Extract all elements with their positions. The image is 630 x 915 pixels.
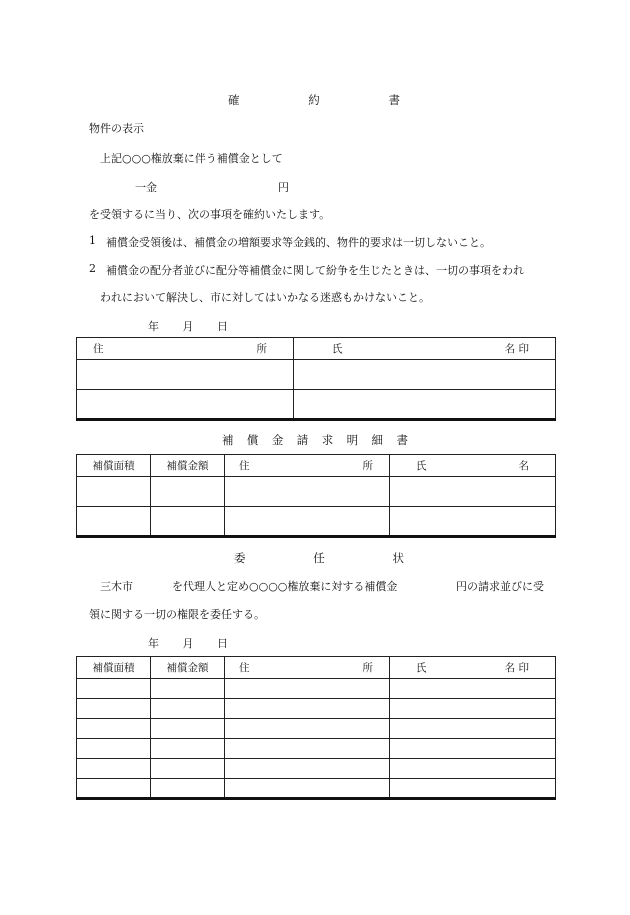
name-cell[interactable] bbox=[390, 779, 556, 799]
amount-cell[interactable] bbox=[151, 679, 225, 699]
address-cell[interactable] bbox=[77, 390, 294, 420]
table-row bbox=[77, 477, 556, 507]
kakuyaku-title-char: 確 bbox=[228, 93, 240, 107]
name-cell[interactable] bbox=[390, 739, 556, 759]
table-row bbox=[77, 739, 556, 759]
table-header-row bbox=[77, 455, 556, 477]
name-cell[interactable] bbox=[390, 477, 556, 507]
ininjo-line2: 領に関する一切の権限を委任する。 bbox=[89, 608, 265, 621]
name-header-char: 氏 bbox=[332, 343, 343, 355]
address-header-char: 住 bbox=[239, 662, 250, 674]
amount-cell[interactable] bbox=[151, 759, 225, 779]
table-row bbox=[77, 719, 556, 739]
address-header-char: 所 bbox=[256, 343, 267, 355]
amount-prefix: 一金 bbox=[135, 181, 157, 194]
date-day: 日 bbox=[217, 637, 228, 650]
area-header: 補償面積 bbox=[77, 657, 151, 679]
name-header bbox=[294, 338, 556, 360]
address-cell[interactable] bbox=[225, 507, 390, 537]
table-header-row bbox=[77, 657, 556, 679]
ininjo-title-char: 状 bbox=[392, 551, 404, 565]
name-cell[interactable] bbox=[294, 360, 556, 390]
name-cell[interactable] bbox=[390, 507, 556, 537]
name-header-char: 氏 bbox=[416, 662, 427, 674]
address-cell[interactable] bbox=[225, 739, 390, 759]
area-header: 補償面積 bbox=[77, 455, 151, 477]
item1-text: 補償金受領後は、補償金の増額要求等金銭的、物件的要求は一切しないこと。 bbox=[106, 236, 491, 249]
name-header-char: 氏 bbox=[416, 460, 427, 472]
area-cell[interactable] bbox=[77, 699, 151, 719]
name-header bbox=[390, 455, 556, 477]
name-cell[interactable] bbox=[390, 719, 556, 739]
meisaisho-table bbox=[76, 454, 556, 538]
table-row bbox=[77, 360, 556, 390]
name-header-seal: 名 印 bbox=[504, 662, 529, 674]
ininjo-line1-end: 円の請求並びに受 bbox=[456, 580, 544, 593]
area-cell[interactable] bbox=[77, 719, 151, 739]
table-row bbox=[77, 779, 556, 799]
area-cell[interactable] bbox=[77, 759, 151, 779]
name-cell[interactable] bbox=[390, 679, 556, 699]
meisaisho-title-char: 補 bbox=[222, 433, 234, 447]
amount-cell[interactable] bbox=[151, 779, 225, 799]
date-month: 月 bbox=[182, 320, 194, 333]
kakuyaku-title-char: 書 bbox=[388, 93, 400, 107]
table-row bbox=[77, 679, 556, 699]
address-header bbox=[225, 657, 390, 679]
amount-cell[interactable] bbox=[151, 507, 225, 537]
kakuyaku-title-char: 約 bbox=[308, 93, 320, 107]
address-header-char: 所 bbox=[362, 662, 373, 674]
area-cell[interactable] bbox=[77, 477, 151, 507]
meisaisho-title-char: 書 bbox=[396, 433, 408, 447]
table-row bbox=[77, 507, 556, 537]
amount-cell[interactable] bbox=[151, 477, 225, 507]
table-row bbox=[77, 759, 556, 779]
kakuyaku-line2: を受領するに当り、次の事項を確約いたします。 bbox=[89, 208, 331, 221]
amount-unit: 円 bbox=[278, 181, 289, 194]
address-header bbox=[77, 338, 294, 360]
address-cell[interactable] bbox=[225, 719, 390, 739]
name-header bbox=[390, 657, 556, 679]
table-row bbox=[77, 390, 556, 420]
name-cell[interactable] bbox=[294, 390, 556, 420]
ininjo-line1-mid: を代理人と定め○○○○権放棄に対する補償金 bbox=[172, 580, 398, 593]
kakuyaku-date bbox=[148, 318, 228, 334]
meisaisho-title-char: 細 bbox=[371, 433, 384, 447]
date-month: 月 bbox=[182, 637, 194, 650]
item2-text: 補償金の配分者並びに配分等補償金に関して紛争を生じたときは、一切の事項をわれ bbox=[106, 264, 524, 277]
name-header-seal: 名 印 bbox=[504, 343, 529, 355]
item1-number: 1 bbox=[89, 234, 96, 247]
kakuyaku-line1: 上記○○○権放棄に伴う補償金として bbox=[100, 152, 283, 165]
meisaisho-title-char: 明 bbox=[346, 433, 359, 447]
ininjo-title bbox=[234, 550, 404, 566]
area-cell[interactable] bbox=[77, 679, 151, 699]
address-cell[interactable] bbox=[225, 679, 390, 699]
address-cell[interactable] bbox=[225, 779, 390, 799]
amount-header: 補償金額 bbox=[151, 455, 225, 477]
property-label: 物件の表示 bbox=[89, 122, 144, 135]
area-cell[interactable] bbox=[77, 739, 151, 759]
date-year: 年 bbox=[148, 320, 159, 333]
address-header bbox=[225, 455, 390, 477]
date-year: 年 bbox=[148, 637, 159, 650]
address-header-char: 所 bbox=[362, 460, 373, 472]
table-row bbox=[77, 699, 556, 719]
address-cell[interactable] bbox=[225, 759, 390, 779]
meisaisho-title bbox=[222, 432, 408, 448]
address-cell[interactable] bbox=[225, 477, 390, 507]
area-cell[interactable] bbox=[77, 779, 151, 799]
meisaisho-title-char: 請 bbox=[296, 433, 309, 447]
meisaisho-title-char: 求 bbox=[321, 433, 334, 447]
table-header-row bbox=[77, 338, 556, 360]
ininjo-date bbox=[148, 635, 228, 651]
amount-cell[interactable] bbox=[151, 699, 225, 719]
meisaisho-title-char: 償 bbox=[246, 433, 259, 447]
address-cell[interactable] bbox=[77, 360, 294, 390]
ininjo-city: 三木市 bbox=[100, 580, 133, 593]
name-header-char: 名 bbox=[518, 460, 529, 472]
item2-number: 2 bbox=[89, 262, 96, 275]
kakuyaku-title bbox=[228, 92, 400, 108]
area-cell[interactable] bbox=[77, 507, 151, 537]
kakuyaku-table bbox=[76, 337, 556, 421]
date-day: 日 bbox=[217, 320, 228, 333]
ininjo-title-char: 委 bbox=[234, 551, 246, 565]
item2-continuation: われにおいて解決し、市に対してはいかなる迷惑もかけないこと。 bbox=[100, 291, 430, 304]
ininjo-title-char: 任 bbox=[313, 551, 325, 565]
amount-header: 補償金額 bbox=[151, 657, 225, 679]
amount-cell[interactable] bbox=[151, 739, 225, 759]
address-cell[interactable] bbox=[225, 699, 390, 719]
name-cell[interactable] bbox=[390, 699, 556, 719]
ininjo-table bbox=[76, 656, 556, 800]
amount-cell[interactable] bbox=[151, 719, 225, 739]
name-cell[interactable] bbox=[390, 759, 556, 779]
address-header-char: 住 bbox=[239, 460, 250, 472]
meisaisho-title-char: 金 bbox=[271, 433, 284, 447]
address-header-char: 住 bbox=[93, 343, 104, 355]
